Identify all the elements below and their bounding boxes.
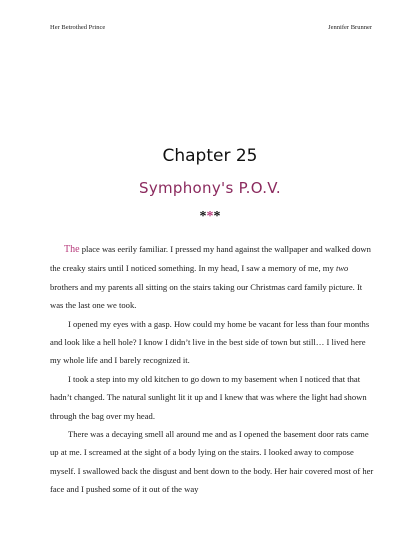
separator-asterisk: * (206, 209, 214, 224)
emphasis: two (335, 263, 349, 274)
running-head-book-title: Her Betrothed Prince (50, 24, 106, 31)
paragraph-text: walked down the creaky stairs until I noticed something. In my head, I saw a (50, 244, 371, 274)
paragraph-text: brothers and my parents all sitting on the stairs taking our (50, 281, 249, 292)
paragraph-text: place was eerily familiar. I pressed my hand against the wallpaper and (79, 244, 323, 254)
paragraph: There was a decaying smell all around me and as I opened the basement door rats came up at me. I screamed at the sight of a body lying on the stairs. I looked away to compose myself. I swallowed back the disgust and bent down to the body. Her hair covered most of her face and I pushed some of it out of the way (50, 429, 374, 495)
chapter-title: Chapter 25 (162, 146, 258, 166)
body-text (50, 240, 376, 499)
scene-separator (0, 209, 420, 225)
running-head-author: Jennifer Brunner (328, 24, 372, 31)
paragraph (50, 240, 376, 315)
paragraph-text: Christmas card family picture. It was the last one we took. (50, 281, 363, 311)
paragraph: I opened my eyes with a gasp. How could my home be vacant for less than four months and look like a hell hole? I know I didn’t live in the best side of town but still… I lived here my whole life and I barely recognized it. (50, 318, 370, 366)
first-word: The (64, 244, 80, 255)
separator-asterisk: * (199, 209, 207, 224)
pov-subtitle: Symphony's P.O.V. (139, 179, 281, 197)
paragraph: I took a step into my old kitchen to go down to my basement when I noticed that that hadn’t changed. The natural sunlight lit it up and I knew that was where the light had shown through the bag over my head. (50, 373, 367, 421)
paragraph-text: memory of me, my (267, 263, 336, 274)
separator-asterisk: * (213, 209, 221, 224)
